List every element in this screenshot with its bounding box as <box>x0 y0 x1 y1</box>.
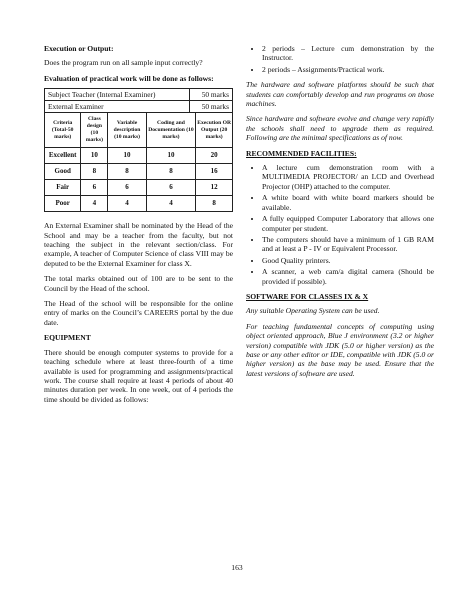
table-cell: 4 <box>108 196 146 212</box>
list-item: • 2 periods – Lecture cum demonstration by the Instructor. <box>262 44 434 63</box>
examiner-marks: 50 marks <box>189 89 232 101</box>
table-cell: Fair <box>45 180 81 196</box>
external-examiner-paragraph: An External Examiner shall be nominated by the Head of the School and may be a teacher from the faculty, but not teaching the subject in the relevant section/class. For example, A teacher of Computer Science of class VIII may be deputed to be the External Examiner for class X. <box>44 221 233 268</box>
list-item: • A white board with white board markers should be available. <box>262 193 434 212</box>
evaluation-heading: Evaluation of practical work will be done as follows: <box>44 73 214 83</box>
table-cell: 4 <box>81 196 108 212</box>
software-bluej-note: For teaching fundamental concepts of computing using object oriented approach, Blue J environment (3.2 or higher version) compatible with JDK (5.0 or higher version) as the base or any other editor or IDE, compatible with JDK (5.0 or higher version) as the base may be used. Ensure that the latest versions of software are used. <box>246 321 434 378</box>
examiner-label: External Examiner <box>45 101 190 113</box>
table-cell: 8 <box>81 164 108 180</box>
table-cell: 10 <box>81 148 108 164</box>
platform-note: The hardware and software platforms should be such that students can comfortably develop and run programs on those machines. <box>246 80 434 109</box>
facilities-list <box>246 163 434 286</box>
table-cell: 10 <box>146 148 196 164</box>
table-cell: 20 <box>196 148 233 164</box>
list-item: • Good Quality printers. <box>262 256 434 265</box>
upgrade-note: Since hardware and software evolve and change very rapidly the schools shall need to upgrade them as required. Following are the minimal specifications as of now. <box>246 114 434 143</box>
column-header: Variable description (10 marks) <box>108 113 146 148</box>
equipment-heading: EQUIPMENT <box>44 333 91 343</box>
table-cell: 6 <box>81 180 108 196</box>
table-row <box>45 164 233 180</box>
equipment-paragraph: There should be enough computer systems to provide for a teaching schedule where at least three-fourth of a time available is used for programming and assignments/practical work. The course shall require at least 4 periods of about 40 minutes duration per week. In one week, out of 4 periods the time should be divided as follows: <box>44 347 233 404</box>
table-row <box>45 196 233 212</box>
facilities-heading: RECOMMENDED FACILITIES: <box>246 148 357 158</box>
page-number: 163 <box>231 563 243 572</box>
execution-text: Does the program run on all sample input correctly? <box>44 58 203 68</box>
table-cell: 8 <box>146 164 196 180</box>
table-row <box>45 148 233 164</box>
examiner-marks: 50 marks <box>189 101 232 113</box>
table-cell: Poor <box>45 196 81 212</box>
periods-list <box>246 44 434 74</box>
table-cell: 6 <box>146 180 196 196</box>
table-row <box>45 89 233 101</box>
table-cell: 10 <box>108 148 146 164</box>
column-header: Execution OR Output (20 marks) <box>196 113 233 148</box>
table-cell: 16 <box>196 164 233 180</box>
software-os-note: Any suitable Operating System can be used. <box>246 306 380 316</box>
table-cell: Excellent <box>45 148 81 164</box>
examiner-label: Subject Teacher (Internal Examiner) <box>45 89 190 101</box>
table-row <box>45 101 233 113</box>
list-item: • A scanner, a web cam/a digital camera (Should be provided if possible). <box>262 267 434 286</box>
table-row <box>45 180 233 196</box>
column-header: Class design (10 marks) <box>81 113 108 148</box>
online-entry-paragraph: The Head of the school will be responsible for the online entry of marks on the Council’s CAREERS portal by the due date. <box>44 299 233 327</box>
list-item: • 2 periods – Assignments/Practical work. <box>262 65 434 74</box>
table-cell: 12 <box>196 180 233 196</box>
table-cell: 8 <box>108 164 146 180</box>
left-column <box>44 44 233 410</box>
table-cell: 8 <box>196 196 233 212</box>
list-item: • A lecture cum demonstration room with a MULTIMEDIA PROJECTOR/ an LCD and Overhead Projector (OHP) attached to the computer. <box>262 163 434 191</box>
execution-heading: Execution or Output: <box>44 44 114 53</box>
right-column <box>246 44 434 384</box>
software-heading: SOFTWARE FOR CLASSES IX & X <box>246 291 369 301</box>
total-marks-paragraph: The total marks obtained out of 100 are to be sent to the Council by the Head of the school. <box>44 274 233 293</box>
table-cell: Good <box>45 164 81 180</box>
table-cell: 6 <box>108 180 146 196</box>
list-item: • A fully equipped Computer Laboratory that allows one computer per student. <box>262 214 434 233</box>
column-header: Criteria (Total-50 marks) <box>45 113 81 148</box>
list-item: • The computers should have a minimum of 1 GB RAM and at least a P - IV or Equivalent Processor. <box>262 235 434 254</box>
criteria-table <box>44 112 233 212</box>
table-header-row <box>45 113 233 148</box>
examiner-marks-table <box>44 88 233 113</box>
column-header: Coding and Documentation (10 marks) <box>146 113 196 148</box>
table-cell: 4 <box>146 196 196 212</box>
